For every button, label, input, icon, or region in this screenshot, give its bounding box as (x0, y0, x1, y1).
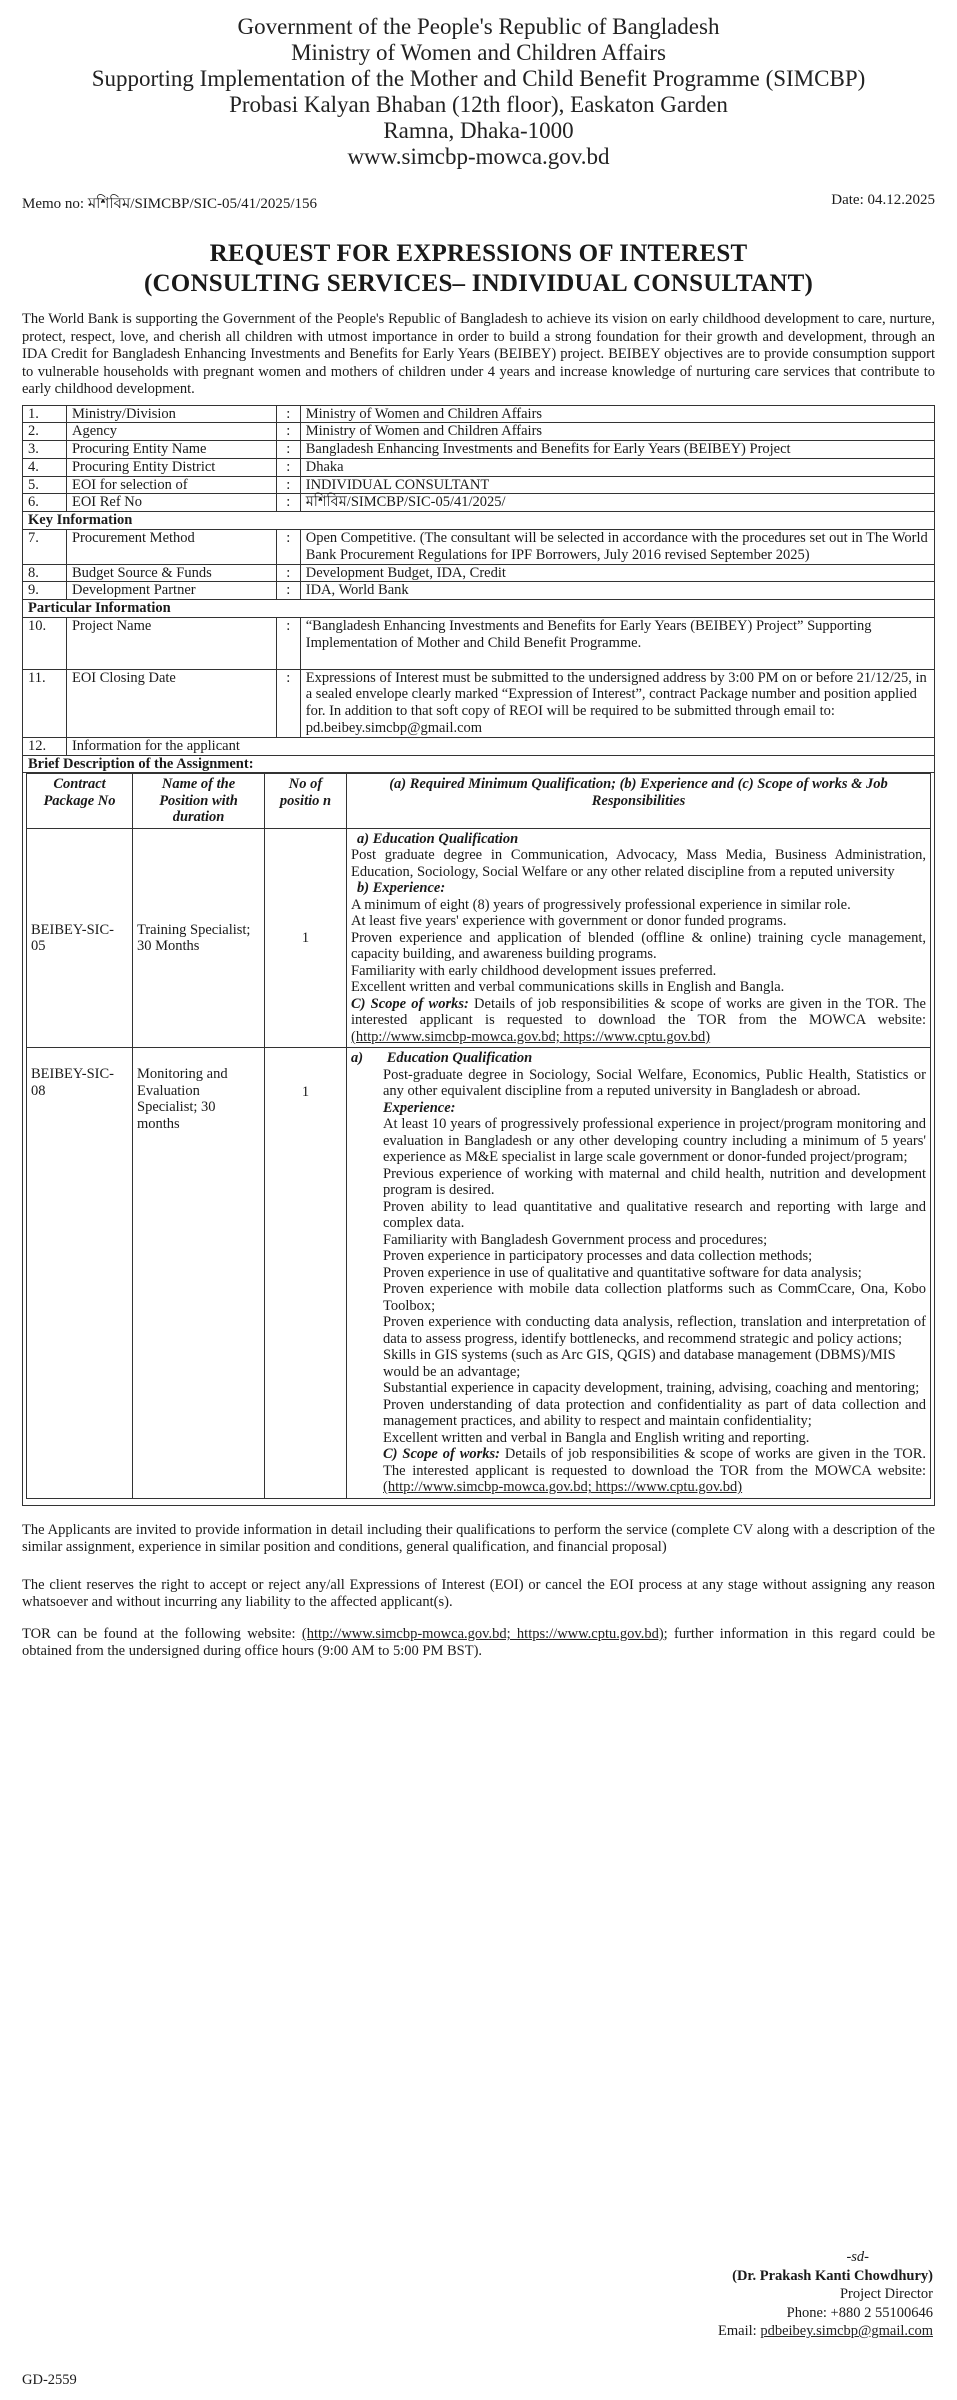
row-number: 1. (23, 405, 67, 423)
row-number: 3. (23, 441, 67, 459)
section-heading: Key Information (23, 512, 935, 530)
row-colon: : (276, 530, 300, 565)
tor-website-link[interactable]: (http://www.simcbp-mowca.gov.bd; https://www.cptu.gov.bd) (383, 1479, 743, 1496)
closing-date-text: Expressions of Interest must be submitted to the undersigned address by 3:00 PM on or before 21/12/25, in a sealed envelope clearly marked “Expression of Interest”, contract Package number and position applied for. In addition to that soft copy of REOI will be required to be submitted through email to: (305, 669, 927, 720)
row-colon: : (276, 476, 300, 494)
memo-number: Memo no: মশিবিম/SIMCBP/SIC-05/41/2025/156 (22, 196, 317, 212)
section-row-brief-description (23, 755, 935, 773)
applicants-paragraph: The Applicants are invited to provide information in detail including their qualifications to perform the service (complete CV along with a description of the similar assignment, experience in similar position and conditions, general qualification, and financial proposal) (22, 1521, 935, 1556)
letterhead-city: Ramna, Dhaka-1000 (383, 118, 574, 143)
header-contract-package: Contract Package No (27, 774, 133, 829)
row-colon: : (276, 564, 300, 582)
section-row-particular-information (23, 600, 935, 618)
document-title (22, 239, 935, 299)
row-number: 10. (23, 618, 67, 670)
experience-item: would be an advantage; (383, 1363, 521, 1380)
submission-email-link[interactable]: pd.beibey.simcbp@gmail.com (305, 720, 483, 737)
experience-heading: Experience: (383, 1099, 456, 1116)
row-label: Information for the applicant (66, 737, 934, 755)
letterhead-address: Probasi Kalyan Bhaban (12th floor), Easkaton Garden (229, 92, 728, 117)
experience-item: Skills in GIS systems (such as Arc GIS, QGIS) and database management (DBMS)/MIS (383, 1347, 896, 1364)
tor-text-pre: TOR can be found at the following website: (22, 1625, 296, 1642)
row-colon: : (276, 405, 300, 423)
signature-sd: -sd- (846, 2249, 869, 2265)
position-name: Training Specialist; 30 Months (133, 828, 265, 1048)
assignment-header-row (27, 774, 931, 829)
experience-item: Proven experience with mobile data collection platforms such as CommCcare, Ona, Kobo Toolbox; (383, 1281, 926, 1314)
row-label: Agency (66, 423, 276, 441)
letterhead-program: Supporting Implementation of the Mother and Child Benefit Programme (SIMCBP) (91, 66, 866, 91)
table-row (23, 405, 935, 423)
row-label: EOI Ref No (66, 494, 276, 512)
row-number: 6. (23, 494, 67, 512)
row-colon: : (276, 423, 300, 441)
scope-paragraph (351, 996, 926, 1046)
row-label: EOI for selection of (66, 476, 276, 494)
scope-heading: C) Scope of works: (383, 1446, 500, 1463)
row-value: Ministry of Women and Children Affairs (300, 405, 934, 423)
education-heading (351, 1050, 926, 1067)
intro-paragraph: The World Bank is supporting the Government of the People's Republic of Bangladesh to achieve its vision on early childhood development to care, nurture, protect, respect, love, and cherish all children with utmost importance in order to build a strong foundation for their growth and development, through an IDA Credit for Bangladesh Enhancing Investments and Benefits for Early Years (BEIBEY) project. BEIBEY objectives are to provide consumption support to vulnerable households with pregnant women and mothers of children under 4 years and increase knowledge of nurturing care services that contribute to early childhood development. (22, 311, 935, 397)
row-colon: : (276, 618, 300, 670)
eoi-info-table (22, 405, 935, 1506)
memo-row (22, 192, 935, 217)
memo-date: Date: 04.12.2025 (831, 192, 935, 208)
experience-item: Familiarity with early childhood development issues preferred. (351, 962, 717, 979)
row-label: Procuring Entity Name (66, 441, 276, 459)
table-row (23, 441, 935, 459)
position-package-no: BEIBEY-SIC-05 (27, 828, 133, 1048)
row-number: 11. (23, 669, 67, 737)
education-heading: a) Education Qualification (357, 830, 519, 847)
email-label: Email: (718, 2323, 757, 2339)
education-heading-text: Education Qualification (386, 1050, 533, 1067)
title-line-2: (CONSULTING SERVICES– INDIVIDUAL CONSULTANT) (144, 270, 813, 297)
experience-item: Previous experience of working with maternal and child health, nutrition and development program is desired. (383, 1165, 926, 1199)
assignment-cell (23, 773, 935, 1506)
table-row (23, 618, 935, 670)
table-row (23, 423, 935, 441)
section-row-key-information (23, 512, 935, 530)
experience-item: A minimum of eight (8) years of progressively professional experience in similar role. (351, 896, 851, 913)
position-count: 1 (265, 828, 347, 1048)
letterhead-ministry: Ministry of Women and Children Affairs (291, 40, 666, 65)
title-line-1: REQUEST FOR EXPRESSIONS OF INTEREST (209, 240, 748, 267)
table-row (23, 669, 935, 737)
row-label: Project Name (66, 618, 276, 670)
signatory-email-row (718, 2322, 933, 2341)
experience-item: Excellent written and verbal in Bangla and English writing and reporting. (383, 1429, 810, 1446)
row-label: EOI Closing Date (66, 669, 276, 737)
row-number: 12. (23, 737, 67, 755)
header-requirements: (a) Required Minimum Qualification; (b) Experience and (c) Scope of works & Job Responsibilities (347, 774, 931, 829)
tor-text-post: ; further information in this regard could be obtained from the undersigned during office hours (9:00 AM to 5:00 PM BST). (22, 1625, 936, 1660)
row-value: Open Competitive. (The consultant will be selected in accordance with the procedures set out in The World Bank Procurement Regulations for IPF Borrowers, July 2016 revised September 2025) (300, 530, 934, 565)
row-label: Procurement Method (66, 530, 276, 565)
experience-item: At least five years' experience with government or donor funded programs. (351, 913, 787, 930)
position-requirements (347, 828, 931, 1048)
education-text: Post graduate degree in Communication, Advocacy, Mass Media, Business Administration, Education, Sociology, Social Welfare or any other related discipline from a reputed university (351, 847, 926, 880)
position-count: 1 (265, 1048, 347, 1499)
experience-item: At least 10 years of progressively professional experience in project/program monitoring and evaluation in Bangladesh or any other developing country including a minimum of 5 years' experience as M&E specialist in large scale government or donor-funded project/program; (383, 1116, 926, 1166)
row-number: 8. (23, 564, 67, 582)
table-row (23, 530, 935, 565)
table-row (23, 458, 935, 476)
tor-links[interactable]: (http://www.simcbp-mowca.gov.bd; https://www.cptu.gov.bd) (301, 1625, 664, 1642)
experience-item: Proven experience in participatory processes and data collection methods; (383, 1248, 813, 1265)
table-row (23, 737, 935, 755)
header-position-name: Name of the Position with duration (133, 774, 265, 829)
position-name: Monitoring and Evaluation Specialist; 30 months (133, 1048, 265, 1499)
row-value: Ministry of Women and Children Affairs (300, 423, 934, 441)
scope-text: Details of job responsibilities & scope of works are given in the TOR. The interested applicant is requested to download the TOR from the MOWCA website: (383, 1446, 926, 1479)
experience-item: Proven understanding of data protection and confidentiality as part of data collection and management practices, and ability to respect and maintain confidentiality; (383, 1396, 926, 1430)
row-value: INDIVIDUAL CONSULTANT (300, 476, 934, 494)
experience-item: Familiarity with Bangladesh Government process and procedures; (383, 1231, 768, 1248)
table-row (23, 494, 935, 512)
tor-paragraph (22, 1626, 935, 1661)
signatory-title: Project Director (839, 2286, 933, 2302)
row-number: 5. (23, 476, 67, 494)
signatory-phone: Phone: +880 2 55100646 (786, 2304, 933, 2321)
row-value: IDA, World Bank (300, 582, 934, 600)
row-value (300, 669, 934, 737)
experience-item: Proven experience in use of qualitative and quantitative software for data analysis; (383, 1264, 862, 1281)
experience-item: Excellent written and verbal communications skills in English and Bangla. (351, 979, 785, 996)
letterhead-government: Government of the People's Republic of Bangladesh (237, 14, 720, 39)
row-value: Dhaka (300, 458, 934, 476)
position-row-me-specialist (27, 1048, 931, 1499)
scope-paragraph (351, 1446, 926, 1496)
tor-website-link[interactable]: (http://www.simcbp-mowca.gov.bd; https://www.cptu.gov.bd) (351, 1028, 711, 1045)
header-position-count: No of positio n (265, 774, 347, 829)
row-colon: : (276, 441, 300, 459)
table-row (23, 582, 935, 600)
row-value: মশিবিম/SIMCBP/SIC-05/41/2025/ (300, 494, 934, 512)
experience-item: Proven ability to lead quantitative and qualitative research and reporting with large and complex data. (383, 1198, 926, 1232)
table-row (23, 476, 935, 494)
scope-text: Details of job responsibilities & scope of works are given in the TOR. The interested applicant is requested to download the TOR from the MOWCA website: (351, 995, 926, 1029)
row-value: Development Budget, IDA, Credit (300, 564, 934, 582)
position-package-no: BEIBEY-SIC-08 (27, 1048, 133, 1499)
table-row (23, 564, 935, 582)
row-label: Procuring Entity District (66, 458, 276, 476)
signature-block (718, 2248, 933, 2341)
education-marker: a) (351, 1050, 364, 1067)
assignment-row (23, 773, 935, 1506)
position-requirements (347, 1048, 931, 1499)
row-label: Ministry/Division (66, 405, 276, 423)
row-colon: : (276, 458, 300, 476)
letterhead-website: www.simcbp-mowca.gov.bd (347, 144, 610, 169)
position-row-training-specialist (27, 828, 931, 1048)
gd-code: GD-2559 (22, 2372, 77, 2388)
row-colon: : (276, 582, 300, 600)
row-number: 7. (23, 530, 67, 565)
row-colon: : (276, 494, 300, 512)
education-text: Post-graduate degree in Sociology, Social Welfare, Economics, Public Health, Statistics or any other equivalent discipline from a reputed university in Bangladesh or abroad. (383, 1066, 926, 1100)
section-heading: Brief Description of the Assignment: (23, 755, 935, 773)
section-heading: Particular Information (23, 600, 935, 618)
assignment-table (26, 773, 931, 1499)
letterhead (22, 14, 935, 170)
row-number: 9. (23, 582, 67, 600)
row-colon: : (276, 669, 300, 737)
experience-item: Substantial experience in capacity development, training, advising, coaching and mentoring; (383, 1380, 920, 1397)
row-label: Budget Source & Funds (66, 564, 276, 582)
signatory-name: (Dr. Prakash Kanti Chowdhury) (732, 2267, 933, 2284)
signatory-email-link[interactable]: pdbeibey.simcbp@gmail.com (760, 2323, 933, 2339)
client-rights-paragraph: The client reserves the right to accept or reject any/all Expressions of Interest (EOI) or cancel the EOI process at any stage without assigning any reason whatsoever and without incurring any liability to the affected applicant(s). (22, 1576, 935, 1611)
experience-item: Proven experience with conducting data analysis, reflection, translation and interpretation of data to assess progress, identify bottlenecks, and recommend strategic and policy actions; (383, 1314, 926, 1347)
row-value: “Bangladesh Enhancing Investments and Benefits for Early Years (BEIBEY) Project” Supporting Implementation of Mother and Child Benefit Programme. (300, 618, 934, 670)
row-value: Bangladesh Enhancing Investments and Benefits for Early Years (BEIBEY) Project (300, 441, 934, 459)
scope-heading: C) Scope of works: (351, 995, 469, 1012)
experience-item: Proven experience and application of blended (offline & online) training cycle management, capacity building, and awareness building programs. (351, 929, 926, 963)
experience-heading: b) Experience: (357, 880, 446, 897)
row-number: 4. (23, 458, 67, 476)
row-label: Development Partner (66, 582, 276, 600)
row-number: 2. (23, 423, 67, 441)
